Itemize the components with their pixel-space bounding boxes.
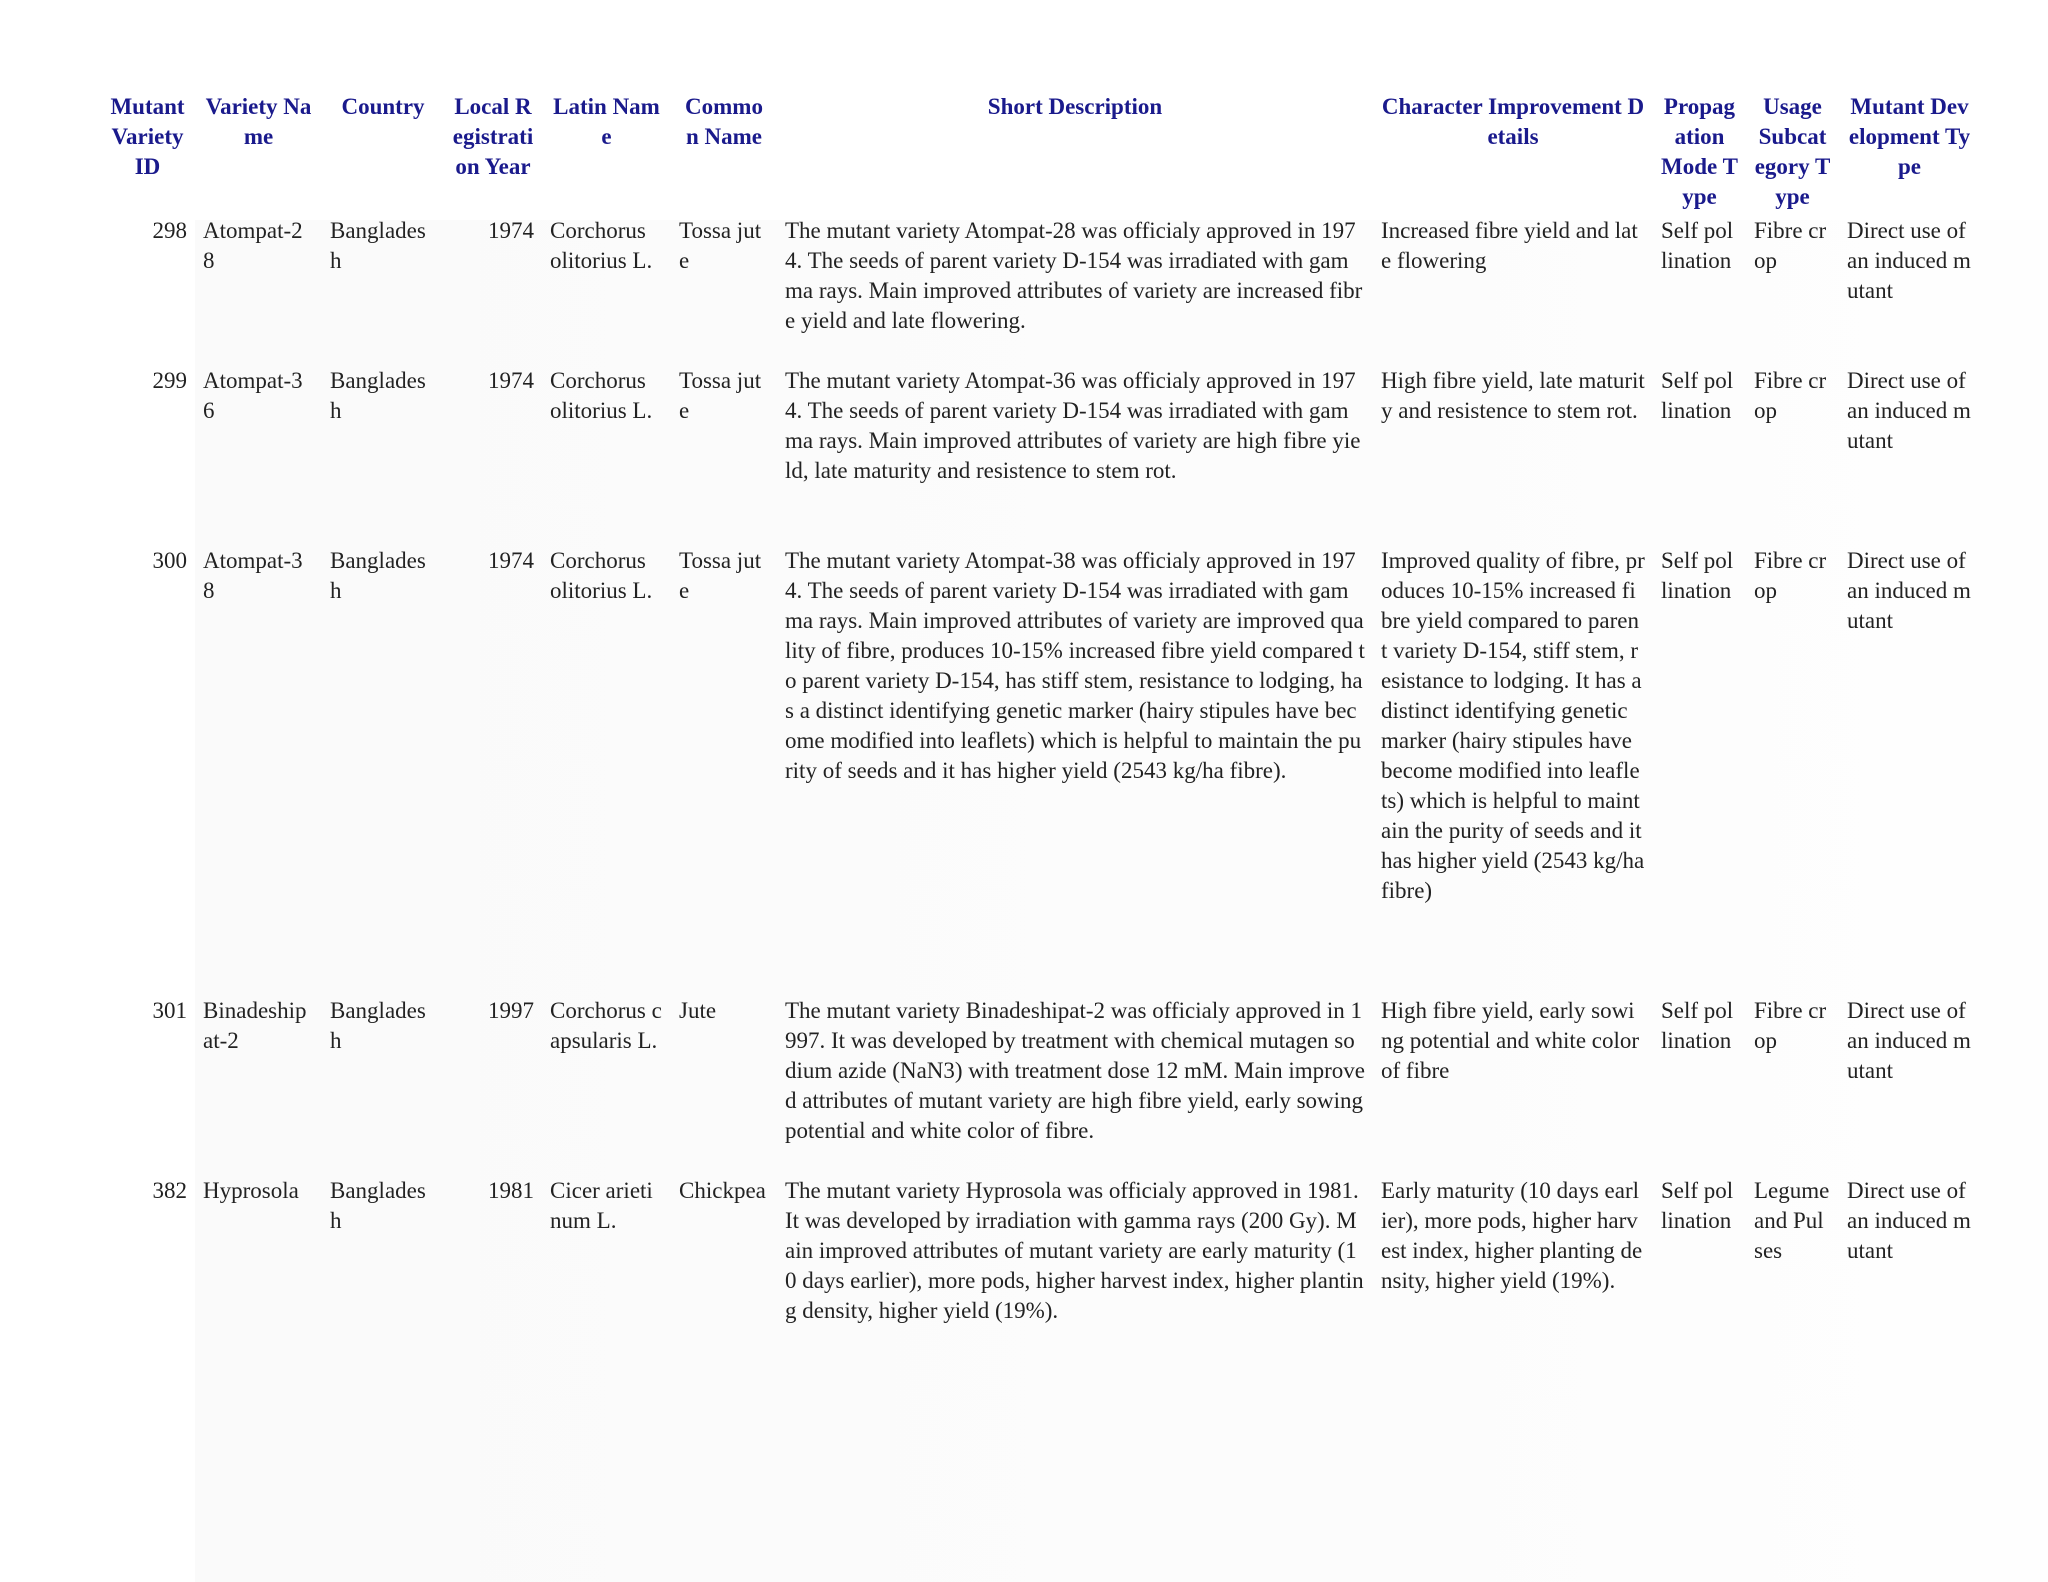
cell-country: Bangladesh: [330, 548, 426, 603]
cell-short-description: The mutant variety Atompat-28 was officialy approved in 1974. The seeds of parent variety D-154 was irradiated with gamma rays. Main improved attributes of variety are increased fibre yield and late flowering.: [785, 218, 1363, 333]
cell-character-improvement: Early maturity (10 days earlier), more pods, higher harvest index, higher planting density, higher yield (19%).: [1381, 1178, 1643, 1293]
cell-character-improvement: Increased fibre yield and late flowering: [1381, 218, 1638, 273]
table-header-row: [100, 92, 1980, 216]
cell-country: Bangladesh: [330, 1178, 426, 1233]
cell-country: Bangladesh: [330, 998, 426, 1053]
table-row: [100, 1176, 1980, 1326]
cell-usage-subcategory: Legume and Pulses: [1754, 1178, 1830, 1263]
cell-usage-subcategory: Fibre crop: [1754, 368, 1827, 423]
header-propagation-mode: Propagation Mode Type: [1661, 94, 1738, 209]
table-row: [100, 996, 1980, 1176]
cell-year: 1981: [488, 1178, 534, 1203]
cell-id: 382: [152, 1178, 187, 1203]
cell-latin-name: Cicer arietinum L.: [550, 1178, 653, 1233]
table-row: [100, 366, 1980, 546]
cell-usage-subcategory: Fibre crop: [1754, 998, 1827, 1053]
header-latin-name: Latin Name: [553, 94, 660, 149]
cell-mutant-development: Direct use of an induced mutant: [1847, 998, 1971, 1083]
cell-year: 1997: [488, 998, 534, 1023]
table-row: [100, 216, 1980, 366]
cell-id: 298: [152, 218, 187, 243]
cell-country: Bangladesh: [330, 368, 426, 423]
cell-short-description: The mutant variety Atompat-38 was officialy approved in 1974. The seeds of parent variety D-154 was irradiated with gamma rays. Main improved attributes of variety are improved quality of fibre, produces 10-15% increased fibre yield compared to parent variety D-154, has stiff stem, resistance to lodging, has a distinct identifying genetic marker (hairy stipules have become modified into leaflets) which is helpful to maintain the purity of seeds and it has higher yield (2543 kg/ha fibre).: [785, 548, 1365, 783]
cell-latin-name: Corchorus olitorius L.: [550, 218, 653, 273]
header-short-description: Short Description: [987, 94, 1163, 119]
header-usage-subcategory: Usage Subcategory Type: [1754, 94, 1831, 209]
cell-propagation-mode: Self pollination: [1661, 548, 1734, 603]
cell-mutant-development: Direct use of an induced mutant: [1847, 368, 1971, 453]
cell-propagation-mode: Self pollination: [1661, 1178, 1734, 1233]
cell-short-description: The mutant variety Hyprosola was officialy approved in 1981. It was developed by irradiation with gamma rays (200 Gy). Main improved attributes of mutant variety are early maturity (10 days earlier), more pods, higher harvest index, higher planting density, higher yield (19%).: [785, 1178, 1364, 1323]
cell-common-name: Chickpea: [679, 1178, 766, 1203]
cell-short-description: The mutant variety Atompat-36 was officialy approved in 1974. The seeds of parent variety D-154 was irradiated with gamma rays. Main improved attributes of variety are high fibre yield, late maturity and resistence to stem rot.: [785, 368, 1361, 483]
header-mutant-development: Mutant Development Type: [1848, 94, 1971, 179]
cell-year: 1974: [488, 218, 534, 243]
header-common-name: Common Name: [685, 94, 763, 149]
cell-variety-name: Hyprosola: [203, 1178, 299, 1203]
cell-variety-name: Binadeshipat-2: [203, 998, 307, 1053]
cell-propagation-mode: Self pollination: [1661, 218, 1734, 273]
cell-variety-name: Atompat-36: [203, 368, 303, 423]
cell-mutant-development: Direct use of an induced mutant: [1847, 218, 1971, 303]
cell-country: Bangladesh: [330, 218, 426, 273]
mutant-varieties-table: [100, 92, 1980, 1326]
cell-character-improvement: High fibre yield, early sowing potential and white color of fibre: [1381, 998, 1640, 1083]
table-row: [100, 546, 1980, 996]
cell-common-name: Tossa jute: [679, 548, 762, 603]
cell-variety-name: Atompat-28: [203, 218, 303, 273]
cell-latin-name: Corchorus olitorius L.: [550, 548, 653, 603]
header-character-improvement: Character Improvement Details: [1381, 94, 1645, 149]
cell-usage-subcategory: Fibre crop: [1754, 218, 1827, 273]
cell-character-improvement: Improved quality of fibre, produces 10-15% increased fibre yield compared to parent variety D-154, stiff stem, resistance to lodging. It has a distinct identifying genetic marker (hairy stipules have become modified into leaflets) which is helpful to maintain the purity of seeds and it has higher yield (2543 kg/ha fibre): [1381, 548, 1645, 903]
header-country: Country: [341, 94, 425, 119]
cell-latin-name: Corchorus capsularis L.: [550, 998, 662, 1053]
cell-mutant-development: Direct use of an induced mutant: [1847, 548, 1971, 633]
cell-short-description: The mutant variety Binadeshipat-2 was officialy approved in 1997. It was developed by treatment with chemical mutagen sodium azide (NaN3) with treatment dose 12 mM. Main improved attributes of mutant variety are high fibre yield, early sowing potential and white color of fibre.: [785, 998, 1365, 1143]
header-mutant-variety-id: Mutant Variety ID: [110, 94, 185, 179]
cell-id: 301: [152, 998, 187, 1023]
cell-mutant-development: Direct use of an induced mutant: [1847, 1178, 1971, 1263]
cell-common-name: Jute: [679, 998, 717, 1023]
cell-id: 299: [152, 368, 187, 393]
cell-latin-name: Corchorus olitorius L.: [550, 368, 653, 423]
cell-year: 1974: [488, 548, 534, 573]
cell-common-name: Tossa jute: [679, 368, 762, 423]
cell-usage-subcategory: Fibre crop: [1754, 548, 1827, 603]
header-variety-name: Variety Name: [205, 94, 312, 149]
cell-character-improvement: High fibre yield, late maturity and resistence to stem rot.: [1381, 368, 1645, 423]
cell-id: 300: [152, 548, 187, 573]
cell-year: 1974: [488, 368, 534, 393]
cell-variety-name: Atompat-38: [203, 548, 303, 603]
cell-propagation-mode: Self pollination: [1661, 998, 1734, 1053]
header-local-registration-year: Local Registration Year: [452, 94, 534, 179]
cell-common-name: Tossa jute: [679, 218, 762, 273]
cell-propagation-mode: Self pollination: [1661, 368, 1734, 423]
